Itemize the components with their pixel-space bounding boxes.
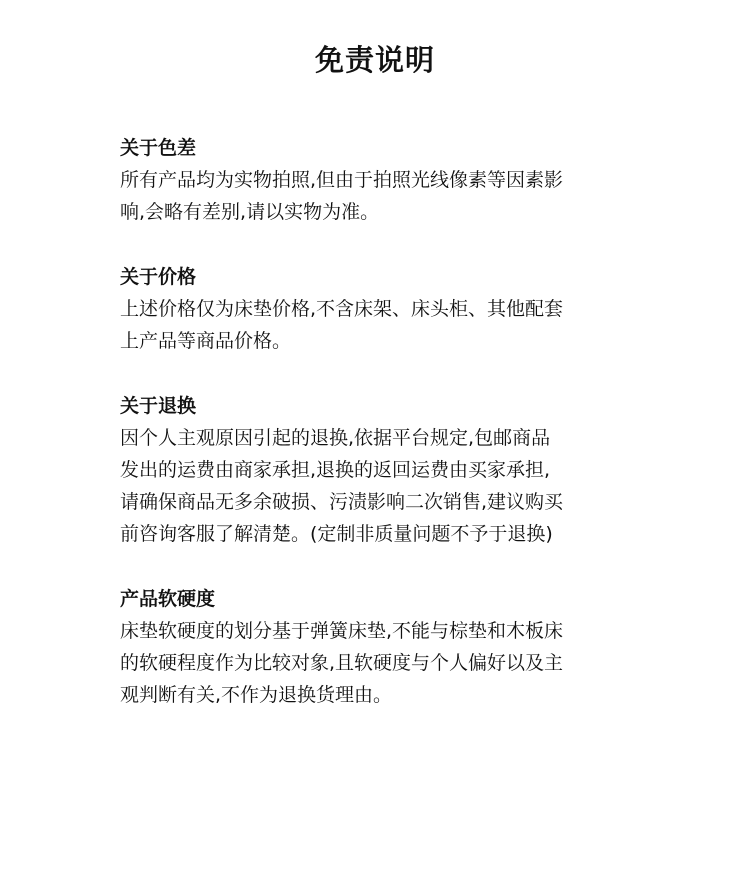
section-body <box>120 293 620 357</box>
body-line: 请确保商品无多余破损、污渍影响二次销售,建议购买 <box>120 491 564 513</box>
body-line: 所有产品均为实物拍照,但由于拍照光线像素等因素影 <box>120 169 564 191</box>
section-heading: 关于色差 <box>120 137 197 159</box>
section-heading: 关于退换 <box>120 395 197 417</box>
body-line: 上述价格仅为床垫价格,不含床架、床头柜、其他配套 <box>120 298 564 320</box>
section-returns <box>120 390 620 550</box>
section-body <box>120 164 620 228</box>
section-body <box>120 422 620 550</box>
disclaimer-content <box>120 132 620 744</box>
section-heading: 关于价格 <box>120 266 197 288</box>
section-body <box>120 615 620 711</box>
page-title: 免责说明 <box>314 43 435 77</box>
section-heading: 产品软硬度 <box>120 588 216 610</box>
section-color-difference <box>120 132 620 228</box>
section-price <box>120 261 620 357</box>
body-line: 床垫软硬度的划分基于弹簧床垫,不能与棕垫和木板床 <box>120 620 564 642</box>
body-line: 发出的运费由商家承担,退换的返回运费由买家承担, <box>120 459 551 481</box>
body-line: 观判断有关,不作为退换货理由。 <box>120 684 393 706</box>
section-firmness <box>120 583 620 711</box>
body-line: 响,会略有差别,请以实物为准。 <box>120 201 380 223</box>
body-line: 上产品等商品价格。 <box>120 330 292 352</box>
body-line: 的软硬程度作为比较对象,且软硬度与个人偏好以及主 <box>120 652 564 674</box>
body-line: 因个人主观原因引起的退换,依据平台规定,包邮商品 <box>120 427 551 449</box>
body-line: 前咨询客服了解清楚。(定制非质量问题不予于退换) <box>120 523 553 545</box>
